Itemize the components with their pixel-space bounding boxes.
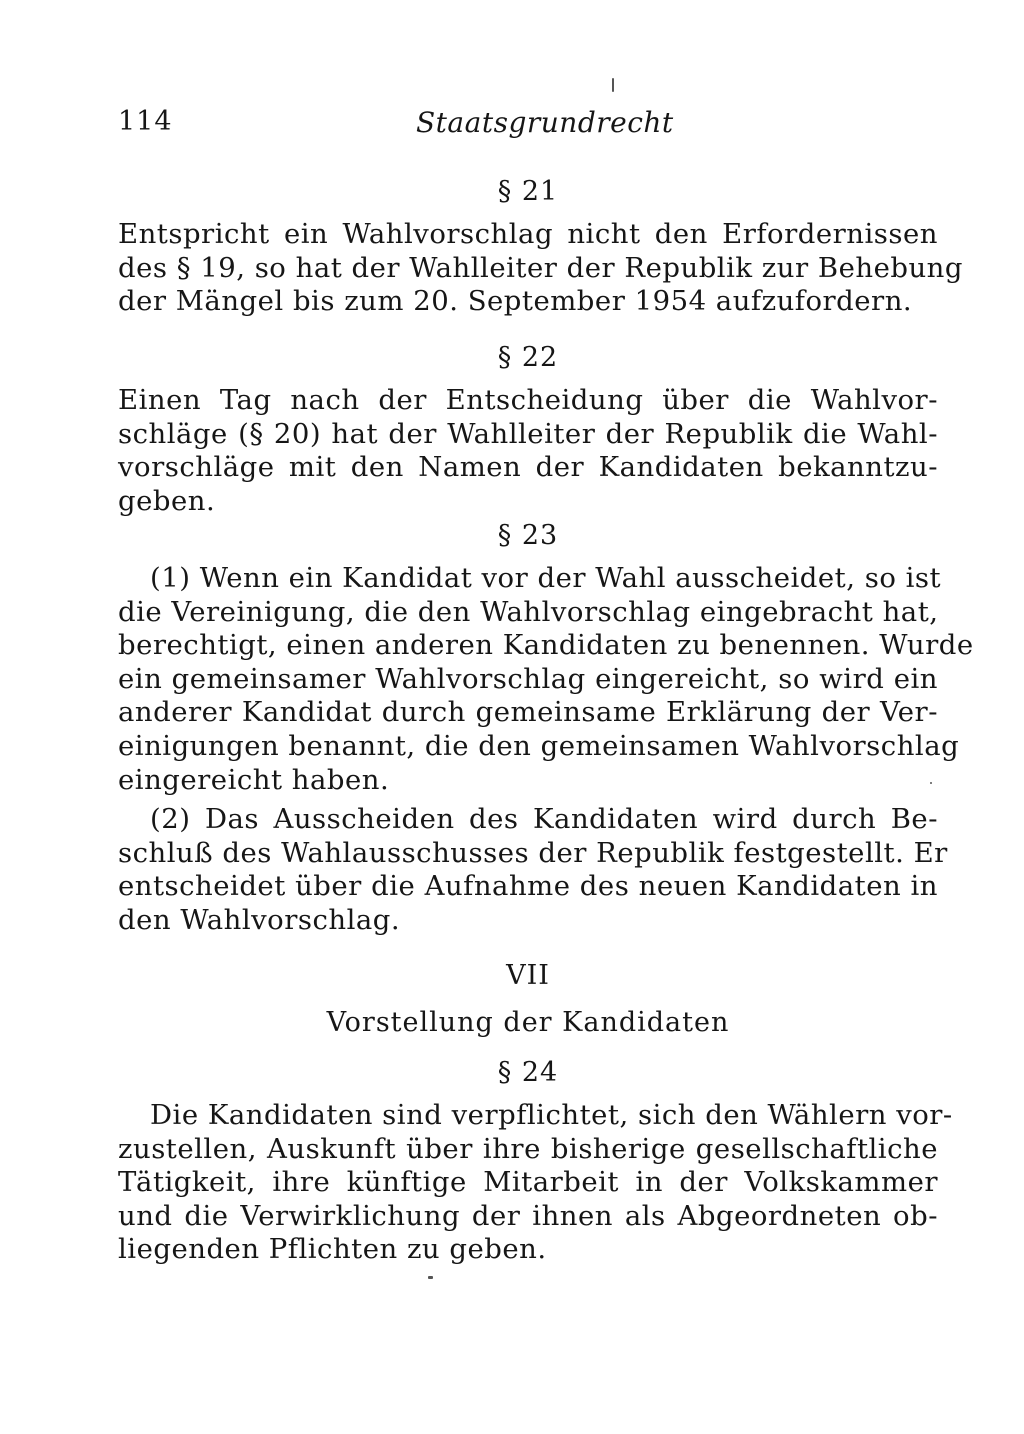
text-line: geben.	[118, 484, 216, 517]
text-line: schluß des Wahlausschusses der Republik festgestellt. Er	[118, 836, 948, 869]
text-line: berechtigt, einen anderen Kandidaten zu benennen. Wurde	[118, 629, 974, 662]
section-23-paragraph-2	[118, 803, 948, 937]
text-line: schläge (§ 20) hat der Wahlleiter der Republik die Wahl-	[118, 417, 938, 450]
section-heading-22: § 22	[497, 342, 559, 373]
text-line: und die Verwirklichung der ihnen als Abgeordneten ob-	[118, 1199, 938, 1232]
page-header	[118, 106, 938, 146]
section-heading-21: § 21	[497, 176, 559, 207]
chapter-number: VII	[506, 960, 550, 991]
scan-speck	[428, 1276, 433, 1279]
section-24-paragraph	[118, 1099, 953, 1267]
section-23-paragraph-1	[118, 562, 974, 797]
text-line: die Vereinigung, die den Wahlvorschlag eingebracht hat,	[118, 595, 939, 628]
section-heading-24: § 24	[497, 1057, 559, 1088]
chapter-title: Vorstellung der Kandidaten	[326, 1007, 730, 1038]
page-number: 114	[118, 106, 173, 137]
text-line: (2) Das Ausscheiden des Kandidaten wird durch Be-	[150, 803, 938, 835]
section-22-paragraph	[118, 384, 938, 518]
running-title: Staatsgrundrecht	[416, 106, 674, 139]
text-line: liegenden Pflichten zu geben.	[118, 1233, 547, 1266]
text-line: den Wahlvorschlag.	[118, 903, 401, 936]
scan-speck	[930, 782, 932, 784]
text-line: vorschläge mit den Namen der Kandidaten bekanntzu-	[118, 451, 938, 484]
text-line: Tätigkeit, ihre künftige Mitarbeit in der Volkskammer	[118, 1166, 938, 1199]
section-heading-23: § 23	[497, 520, 559, 551]
text-line: der Mängel bis zum 20. September 1954 aufzufordern.	[118, 285, 913, 318]
text-line: des § 19, so hat der Wahlleiter der Republik zur Behebung	[118, 251, 963, 284]
section-21-paragraph	[118, 218, 963, 319]
text-line: entscheidet über die Aufnahme des neuen Kandidaten in	[118, 870, 938, 903]
text-line: Entspricht ein Wahlvorschlag nicht den Erfordernissen	[118, 218, 938, 250]
text-line: eingereicht haben.	[118, 763, 390, 796]
text-line: Einen Tag nach der Entscheidung über die Wahlvor-	[118, 384, 938, 416]
text-line: (1) Wenn ein Kandidat vor der Wahl ausscheidet, so ist	[150, 562, 942, 594]
text-line: anderer Kandidat durch gemeinsame Erklärung der Ver-	[118, 696, 938, 729]
scan-speck	[612, 78, 614, 92]
text-line: ein gemeinsamer Wahlvorschlag eingereicht, so wird ein	[118, 662, 938, 695]
text-line: einigungen benannt, die den gemeinsamen Wahlvorschlag	[118, 729, 960, 762]
text-line: Die Kandidaten sind verpflichtet, sich den Wählern vor-	[150, 1099, 953, 1131]
text-line: zustellen, Auskunft über ihre bisherige gesellschaftliche	[118, 1132, 938, 1165]
